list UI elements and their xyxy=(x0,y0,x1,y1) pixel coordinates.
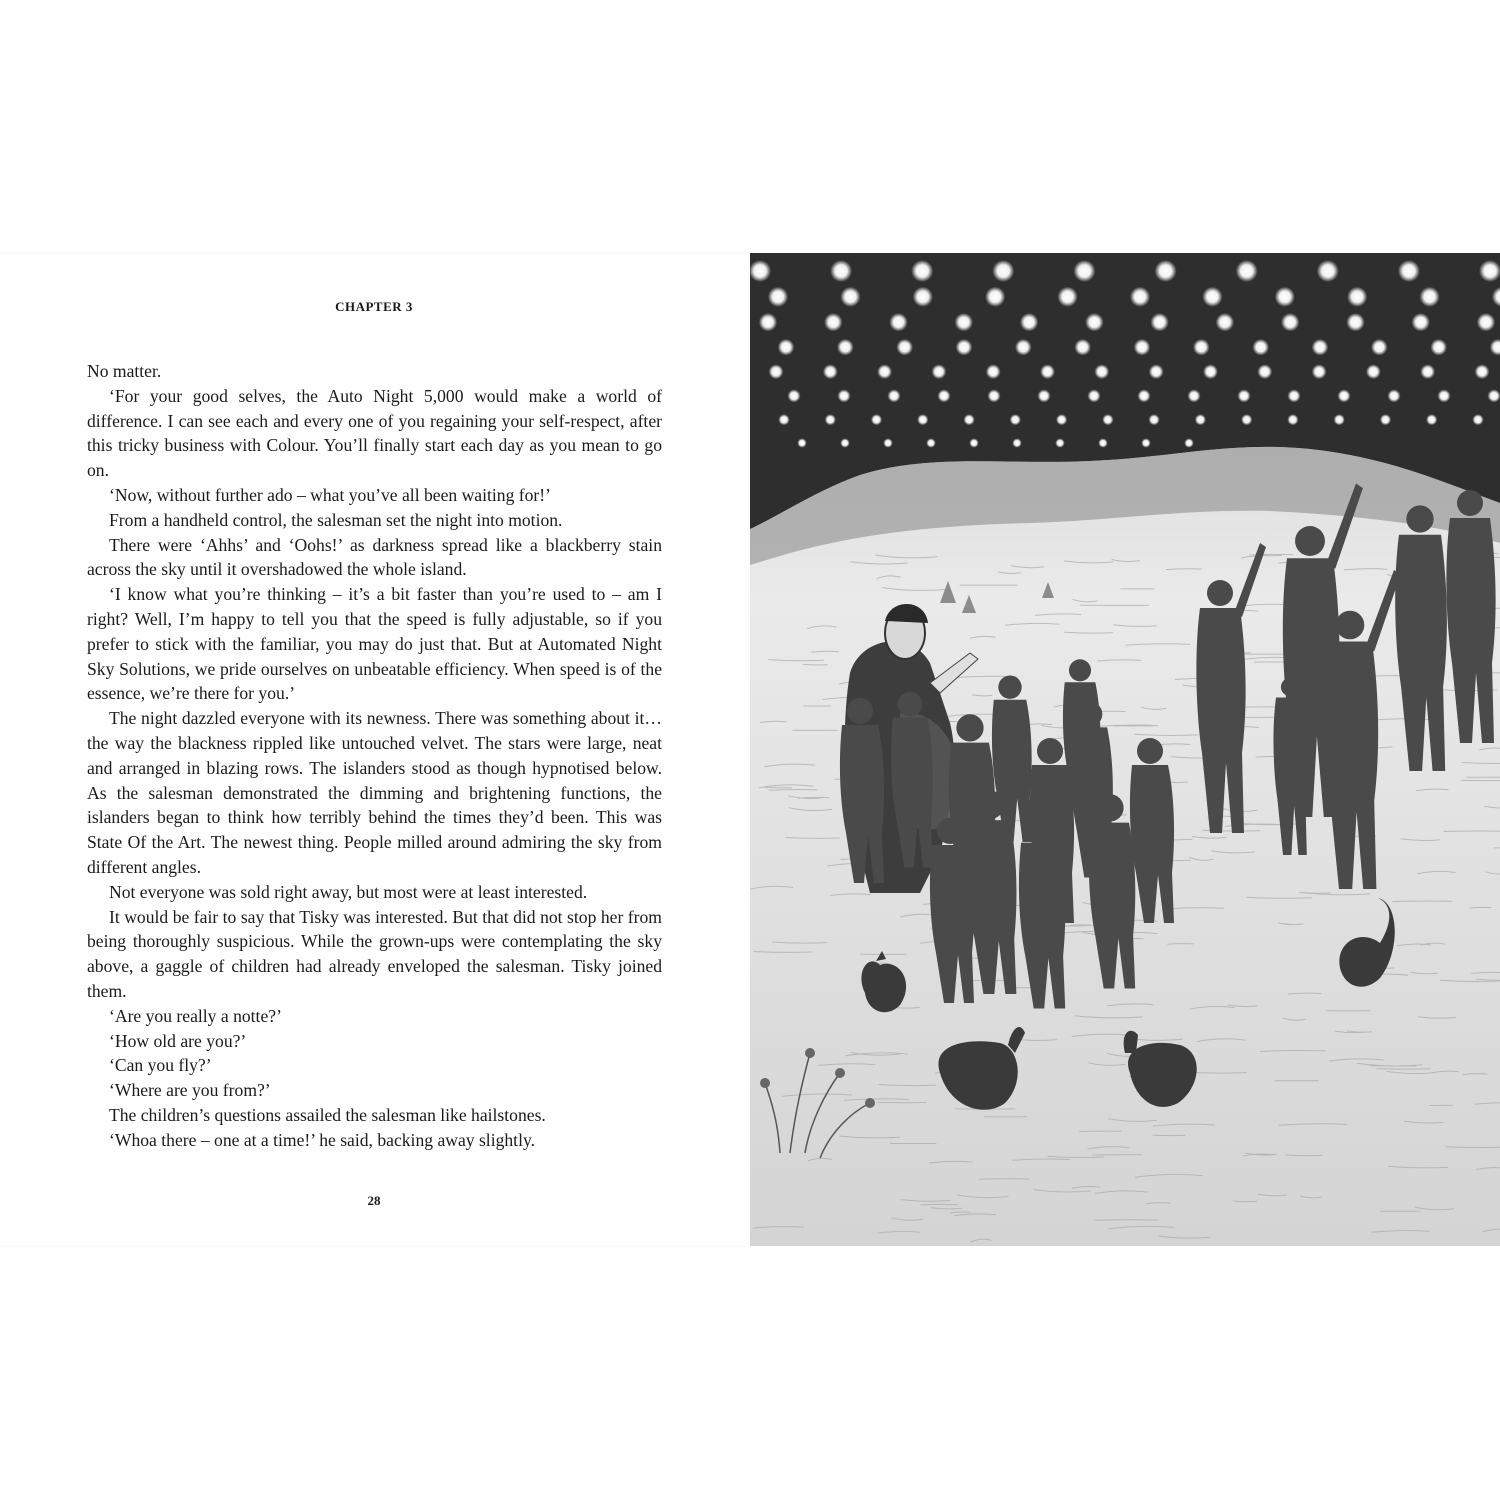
body-text xyxy=(87,359,662,1153)
paragraph: The children’s questions assailed the salesman like hailstones. xyxy=(109,1104,546,1125)
paragraph: ‘Now, without further ado – what you’ve all been waiting for!’ xyxy=(109,484,551,505)
paragraph: ‘Can you fly?’ xyxy=(109,1055,212,1076)
pencil-grain xyxy=(750,253,1500,1246)
paragraph: It would be fair to say that Tisky was interested. But that did not stop her from being thoroughly suspicious. While the grown-ups were contemplating the sky above, a gaggle of children had already enveloped the salesman. Tisky joined them. xyxy=(87,906,662,1001)
paragraph: The night dazzled everyone with its newness. There was something about it… the way the blackness rippled like untouched velvet. The stars were large, neat and arranged in blazing rows. The islanders stood as though hypnotised below. As the salesman demonstrated the dimming and brightening functions, the islanders began to think how terribly behind the times they’d been. This was State Of the Art. The newest thing. People milled around admiring the sky from different angles. xyxy=(87,708,662,877)
paragraph: No matter. xyxy=(87,361,162,381)
paragraph: ‘Are you really a notte?’ xyxy=(109,1005,282,1026)
illustration-page xyxy=(750,253,1500,1246)
paragraph: ‘For your good selves, the Auto Night 5,000 would make a world of difference. I can see each and every one of you regaining your self-respect, after this tricky business with Colour. You’ll finally start each day as you mean to go on. xyxy=(87,385,662,481)
paragraph: From a handheld control, the salesman set the night into motion. xyxy=(109,509,563,530)
paragraph: ‘Whoa there – one at a time!’ he said, backing away slightly. xyxy=(109,1129,536,1150)
paragraph: There were ‘Ahhs’ and ‘Oohs!’ as darkness spread like a blackberry stain across the sky until it overshadowed the whole island. xyxy=(87,534,662,580)
paragraph: ‘How old are you?’ xyxy=(109,1030,247,1051)
page-number: 28 xyxy=(367,1193,381,1208)
chapter-heading: CHAPTER 3 xyxy=(335,299,413,314)
book-spread xyxy=(0,253,1500,1246)
pencil-illustration xyxy=(750,253,1500,1246)
text-page xyxy=(0,253,748,1246)
paragraph: ‘Where are you from?’ xyxy=(109,1080,271,1101)
paragraph: Not everyone was sold right away, but most were at least interested. xyxy=(109,881,588,902)
paragraph: ‘I know what you’re thinking – it’s a bit faster than you’re used to – am I right? Well, I’m happy to tell you that the speed is fully adjustable, so if you prefer to stick with the familiar, you may do just that. But at Automated Night Sky Solutions, we pride ourselves on unbeatable efficiency. When speed is of the essence, we’re there for you.’ xyxy=(87,584,662,704)
